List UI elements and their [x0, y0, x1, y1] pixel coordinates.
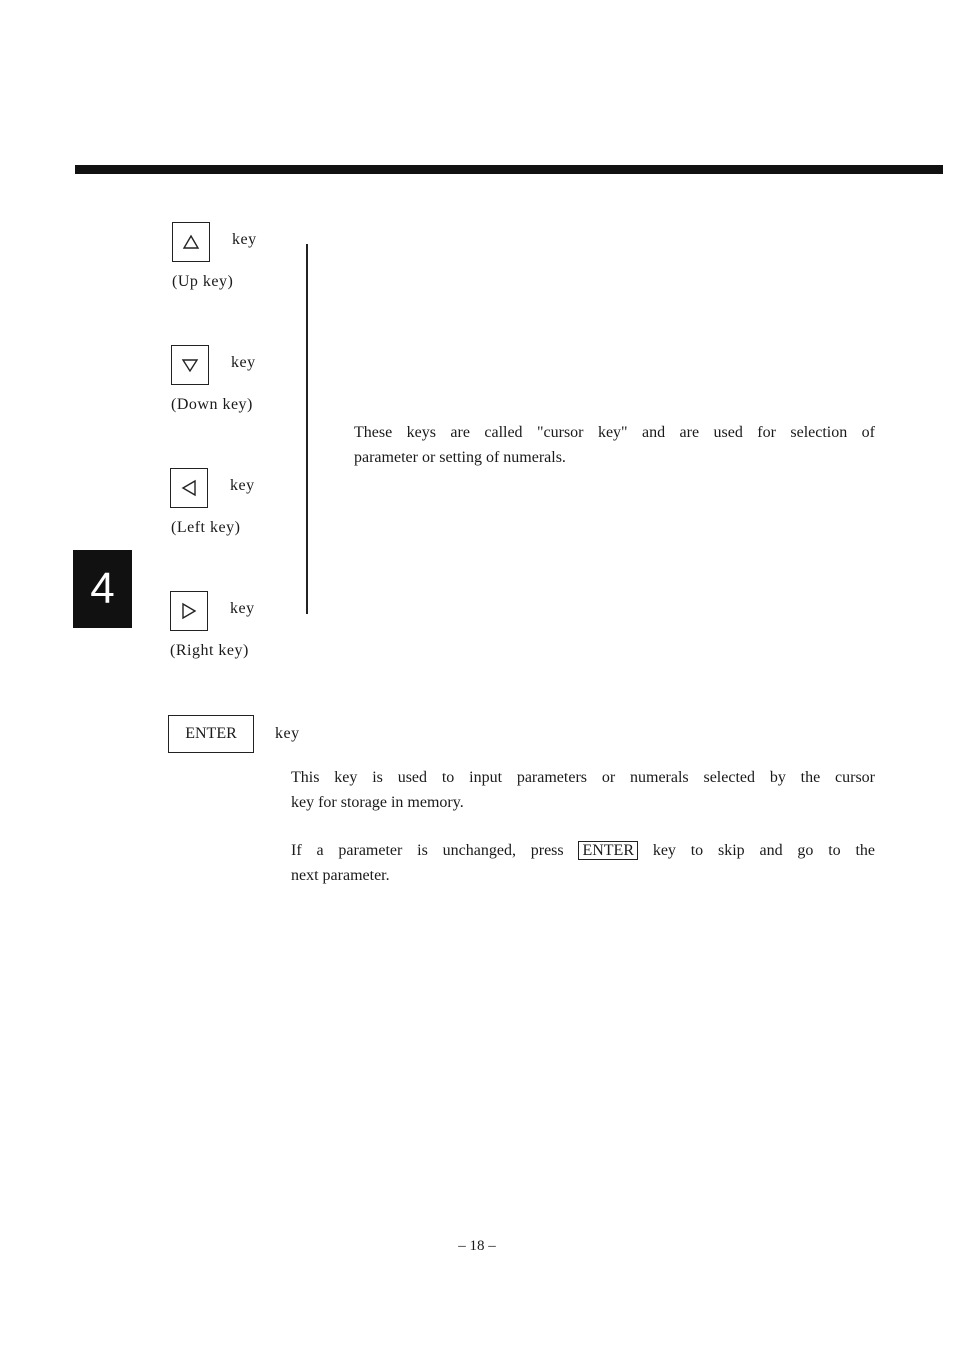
enter-inline-key-box: ENTER	[578, 841, 638, 860]
down-key-box	[171, 345, 209, 385]
right-key-box	[170, 591, 208, 631]
cursor-desc-line1: These keys are called "cursor key" and are used for selection of	[354, 424, 875, 441]
enter-desc1-line1: This key is used to input parameters or numerals selected by the cursor	[291, 769, 875, 786]
down-key-caption: (Down key)	[171, 396, 253, 413]
triangle-up-icon	[182, 234, 200, 250]
left-key-word: key	[230, 477, 255, 494]
enter-desc2-after: key to skip and go to the	[638, 842, 875, 859]
enter-desc2-line2: next parameter.	[291, 867, 390, 884]
cursor-keys-bracket	[306, 244, 308, 614]
enter-description-1	[291, 765, 875, 815]
triangle-down-icon	[181, 357, 199, 373]
right-key-caption: (Right key)	[170, 642, 249, 659]
up-key-caption: (Up key)	[172, 273, 234, 290]
enter-desc2-line1	[291, 838, 875, 863]
enter-desc1-line2: key for storage in memory.	[291, 794, 464, 811]
chapter-tab: 4	[73, 550, 132, 628]
cursor-keys-description	[354, 420, 875, 470]
triangle-right-icon	[180, 602, 198, 620]
enter-key-box: ENTER	[168, 715, 254, 753]
enter-key-word: key	[275, 725, 300, 742]
page-number: – 18 –	[458, 1238, 496, 1254]
enter-description-2	[291, 838, 875, 888]
cursor-desc-line2: parameter or setting of numerals.	[354, 449, 566, 466]
up-key-box	[172, 222, 210, 262]
left-key-box	[170, 468, 208, 508]
up-key-word: key	[232, 231, 257, 248]
header-rule	[75, 165, 943, 174]
down-key-word: key	[231, 354, 256, 371]
enter-desc2-before: If a parameter is unchanged, press	[291, 842, 579, 859]
right-key-word: key	[230, 600, 255, 617]
triangle-left-icon	[180, 479, 198, 497]
left-key-caption: (Left key)	[171, 519, 241, 536]
